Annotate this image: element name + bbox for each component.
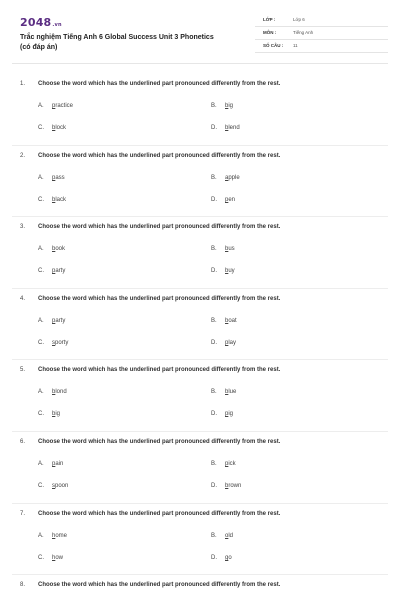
option-word: blond xyxy=(52,389,67,395)
question-divider xyxy=(12,431,388,432)
option-word: pen xyxy=(225,197,236,203)
question-number: 5. xyxy=(20,367,26,373)
meta-key-grade: LỚP : xyxy=(263,17,276,22)
option-label: C. xyxy=(38,268,44,274)
option-word: home xyxy=(52,533,68,539)
option-label: B. xyxy=(211,389,217,395)
worksheet-header xyxy=(12,10,388,64)
meta-key-subject: MÔN : xyxy=(263,30,277,35)
option-label: A. xyxy=(38,103,44,109)
question-3 xyxy=(0,224,400,286)
question-prompt: Choose the word which has the underlined part pronounced differently from the rest. xyxy=(38,224,281,230)
option-word: pain xyxy=(52,461,64,467)
question-1 xyxy=(0,81,400,143)
option-label: B. xyxy=(211,175,217,181)
option-label: D. xyxy=(211,125,217,131)
meta-row-grade xyxy=(255,14,388,27)
option-word: go xyxy=(225,555,232,561)
question-5 xyxy=(0,367,400,429)
question-number: 7. xyxy=(20,511,26,517)
option-word: play xyxy=(225,340,237,346)
option-word: big xyxy=(52,411,61,417)
option-word: book xyxy=(52,246,66,252)
option-label: D. xyxy=(211,340,217,346)
option-word: big xyxy=(225,103,234,109)
question-divider xyxy=(12,216,388,217)
question-6 xyxy=(0,439,400,501)
question-7 xyxy=(0,511,400,573)
option-label: A. xyxy=(38,318,44,324)
option-word: block xyxy=(52,125,67,131)
option-word: black xyxy=(52,197,67,203)
question-prompt: Choose the word which has the underlined part pronounced differently from the rest. xyxy=(38,296,281,302)
option-label: C. xyxy=(38,340,44,346)
meta-value-subject: Tiếng Anh xyxy=(293,30,314,35)
option-label: B. xyxy=(211,103,217,109)
option-word: pig xyxy=(225,411,234,417)
option-label: B. xyxy=(211,318,217,324)
question-prompt: Choose the word which has the underlined part pronounced differently from the rest. xyxy=(38,511,281,517)
meta-value-question-count: 11 xyxy=(293,43,298,48)
option-label: C. xyxy=(38,555,44,561)
document-title xyxy=(20,33,240,53)
option-word: spoon xyxy=(52,483,69,489)
option-label: A. xyxy=(38,461,44,467)
meta-value-grade: Lớp 6 xyxy=(293,17,305,22)
question-divider xyxy=(12,359,388,360)
option-word: practice xyxy=(52,103,74,109)
question-number: 8. xyxy=(20,582,26,588)
option-label: D. xyxy=(211,197,217,203)
meta-row-subject xyxy=(255,27,388,40)
option-label: C. xyxy=(38,411,44,417)
logo-main-text: 2048 xyxy=(20,16,52,29)
question-8 xyxy=(0,582,400,600)
option-word: buy xyxy=(225,268,235,274)
option-label: C. xyxy=(38,125,44,131)
option-word: brown xyxy=(225,483,242,489)
question-number: 3. xyxy=(20,224,26,230)
question-prompt: Choose the word which has the underlined part pronounced differently from the rest. xyxy=(38,367,281,373)
logo-suffix-text: .vn xyxy=(52,22,62,28)
question-number: 1. xyxy=(20,81,26,87)
option-label: D. xyxy=(211,483,217,489)
option-word: blend xyxy=(225,125,240,131)
question-divider xyxy=(12,145,388,146)
question-prompt: Choose the word which has the underlined part pronounced differently from the rest. xyxy=(38,582,281,588)
option-word: sporty xyxy=(52,340,69,346)
option-word: boat xyxy=(225,318,237,324)
option-word: party xyxy=(52,268,66,274)
question-number: 2. xyxy=(20,153,26,159)
option-label: A. xyxy=(38,533,44,539)
question-number: 6. xyxy=(20,439,26,445)
option-label: B. xyxy=(211,533,217,539)
document-title-line-1: Trắc nghiệm Tiếng Anh 6 Global Success Unit 3 Phonetics xyxy=(20,34,214,41)
meta-row-question-count xyxy=(255,40,388,53)
site-logo[interactable] xyxy=(20,16,62,29)
option-label: B. xyxy=(211,461,217,467)
question-prompt: Choose the word which has the underlined part pronounced differently from the rest. xyxy=(38,153,281,159)
option-label: B. xyxy=(211,246,217,252)
option-label: D. xyxy=(211,411,217,417)
option-label: A. xyxy=(38,175,44,181)
option-word: old xyxy=(225,533,234,539)
option-label: C. xyxy=(38,197,44,203)
question-number: 4. xyxy=(20,296,26,302)
question-2 xyxy=(0,153,400,215)
option-word: how xyxy=(52,555,64,561)
option-label: C. xyxy=(38,483,44,489)
option-label: D. xyxy=(211,268,217,274)
option-label: A. xyxy=(38,389,44,395)
option-word: bus xyxy=(225,246,235,252)
option-word: blue xyxy=(225,389,237,395)
question-divider xyxy=(12,288,388,289)
option-label: A. xyxy=(38,246,44,252)
question-prompt: Choose the word which has the underlined part pronounced differently from the rest. xyxy=(38,439,281,445)
option-word: pass xyxy=(52,175,65,181)
option-word: party xyxy=(52,318,66,324)
document-title-line-2: (có đáp án) xyxy=(20,44,58,51)
meta-key-question-count: SỐ CÂU : xyxy=(263,43,284,48)
question-divider xyxy=(12,574,388,575)
question-divider xyxy=(12,503,388,504)
question-prompt: Choose the word which has the underlined part pronounced differently from the rest. xyxy=(38,81,281,87)
option-label: D. xyxy=(211,555,217,561)
option-word: pick xyxy=(225,461,236,467)
question-4 xyxy=(0,296,400,358)
option-word: apple xyxy=(225,175,240,181)
